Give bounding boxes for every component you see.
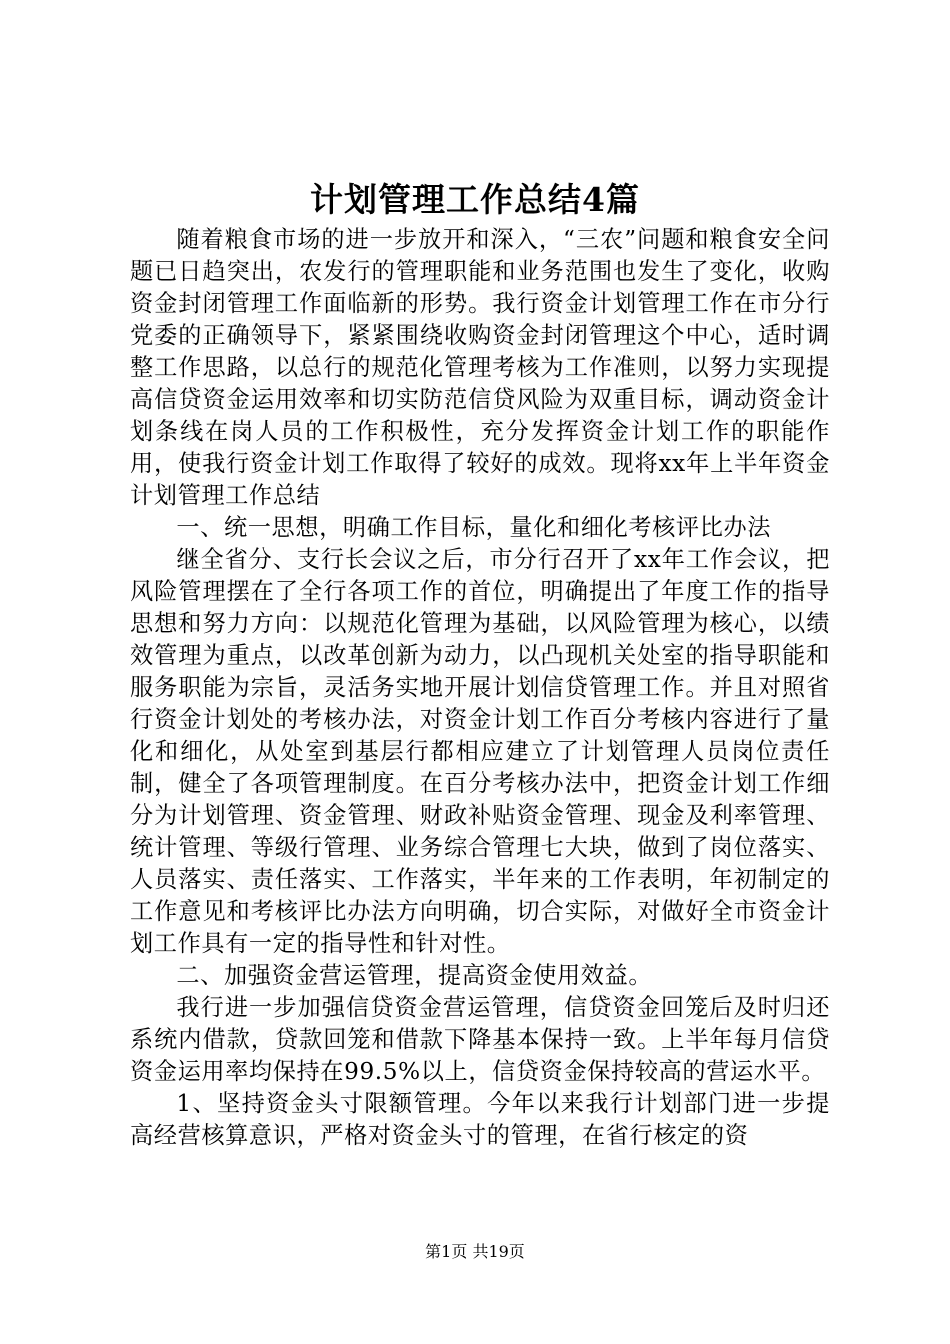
paragraph-section-1: 继全省分、支行长会议之后，市分行召开了xx年工作会议，把风险管理摆在了全行各项工作的首位，明确提出了年度工作的指导思想和努力方向：以规范化管理为基础，以风险管理为核心，以绩效管理为重点，以改革创新为动力，以凸现机关处室的指导职能和服务职能为宗旨，灵活务实地开展计划信贷管理工作。并且对照省行资金计划处的考核办法，对资金计划工作百分考核内容进行了量化和细化，从处室到基层行都相应建立了计划管理人员岗位责任制，健全了各项管理制度。在百分考核办法中，把资金计划工作细分为计划管理、资金管理、财政补贴资金管理、现金及利率管理、统计管理、等级行管理、业务综合管理七大块，做到了岗位落实、人员落实、责任落实、工作落实，半年来的工作表明，年初制定的工作意见和考核评比办法方向明确，切合实际，对做好全市资金计划工作具有一定的指导性和针对性。	[130, 546, 830, 957]
section-heading-2: 二、加强资金营运管理，提高资金使用效益。	[176, 962, 653, 989]
paragraph-subsection-1: 1、坚持资金头寸限额管理。今年以来我行计划部门进一步提高经营核算意识，严格对资金头寸的管理，在省行核定的资	[130, 1090, 830, 1149]
page-footer: 第1页 共19页	[425, 1242, 525, 1261]
document-body	[130, 224, 830, 1152]
paragraph-intro: 随着粮食市场的进一步放开和深入，“三农”问题和粮食安全问题已日趋突出，农发行的管理职能和业务范围也发生了变化，收购资金封闭管理工作面临新的形势。我行资金计划管理工作在市分行党委的正确领导下，紧紧围绕收购资金封闭管理这个中心，适时调整工作思路，以总行的规范化管理考核为工作准则，以努力实现提高信贷资金运用效率和切实防范信贷风险为双重目标，调动资金计划条线在岗人员的工作积极性，充分发挥资金计划工作的职能作用，使我行资金计划工作取得了较好的成效。现将xx年上半年资金计划管理工作总结	[130, 226, 830, 509]
section-heading-1: 一、统一思想，明确工作目标，量化和细化考核评比办法	[176, 514, 772, 541]
document-title: 计划管理工作总结4篇	[310, 180, 640, 219]
paragraph-section-2: 我行进一步加强信贷资金营运管理，信贷资金回笼后及时归还系统内借款，贷款回笼和借款下降基本保持一致。上半年每月信贷资金运用率均保持在99.5%以上，信贷资金保持较高的营运水平。	[130, 994, 830, 1085]
